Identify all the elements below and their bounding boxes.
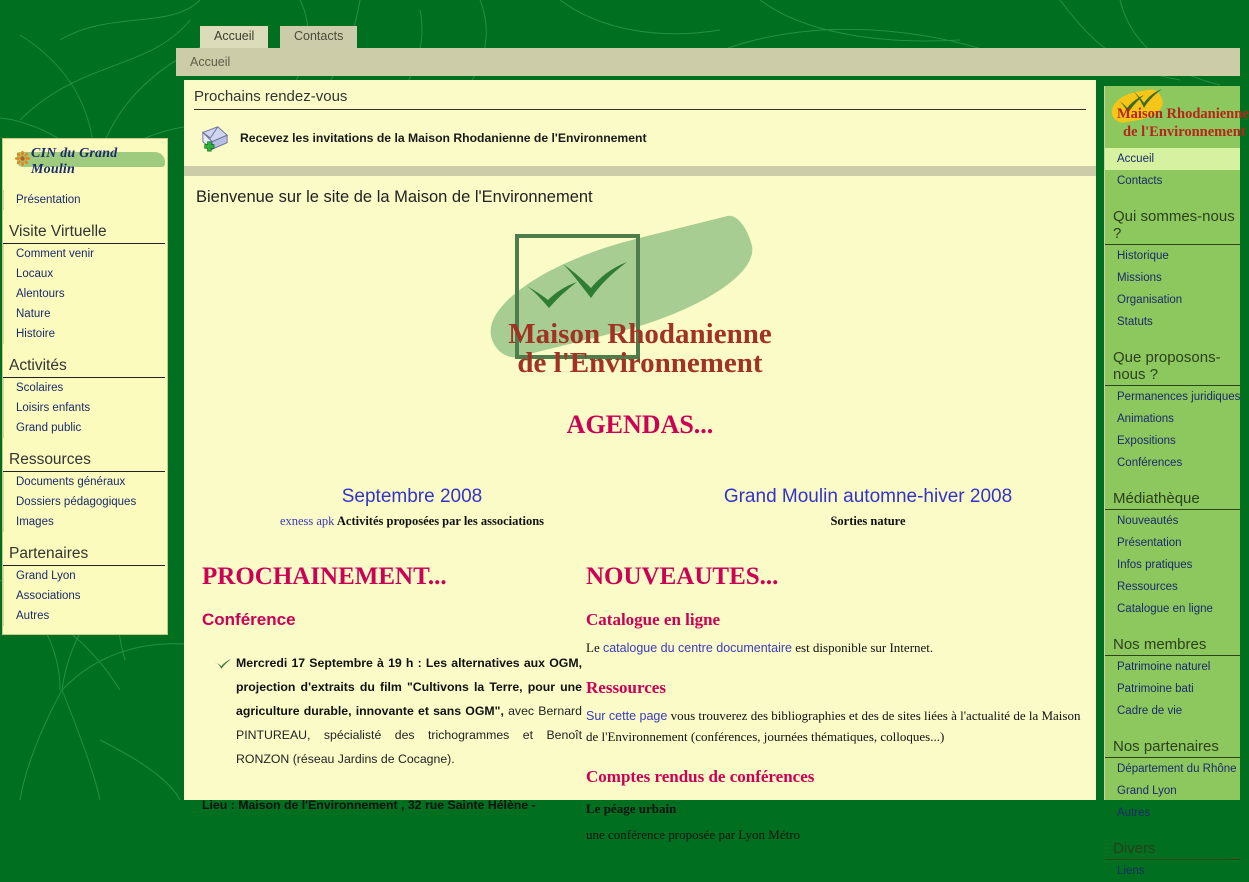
agenda-column-septembre xyxy=(184,486,640,529)
ressources-heading: Ressources xyxy=(586,677,666,697)
right-nav-historique[interactable]: Historique xyxy=(1117,250,1169,262)
logo-text-line1: Maison Rhodanienne xyxy=(508,318,772,350)
sidebar-section-visite-virtuelle: Visite Virtuelle xyxy=(3,220,165,244)
right-section-divers: Divers xyxy=(1105,838,1240,860)
flower-icon xyxy=(15,151,30,166)
sidebar-item-comment-venir[interactable]: Comment venir xyxy=(3,244,167,264)
nouveautes-title: NOUVEAUTES... xyxy=(586,563,779,590)
sidebar-item-locaux[interactable]: Locaux xyxy=(3,264,167,284)
prochains-rendez-vous-block xyxy=(184,80,1096,166)
breadcrumb-bar xyxy=(176,48,1240,76)
right-nav-patrimoine-naturel[interactable]: Patrimoine naturel xyxy=(1117,661,1211,673)
right-section-mediatheque: Médiathèque xyxy=(1105,488,1240,510)
conference-location: Lieu : Maison de l'Environnement , 32 rue Sainte Hélène - xyxy=(202,797,536,812)
tab-accueil[interactable]: Accueil xyxy=(200,26,268,48)
right-nav-cadre-de-vie[interactable]: Cadre de vie xyxy=(1117,705,1183,717)
conference-item xyxy=(202,652,582,772)
prochains-rendez-vous-title: Prochains rendez-vous xyxy=(194,88,1086,110)
prochainement-title: PROCHAINEMENT... xyxy=(202,563,447,590)
right-nav-departement-du-rhone[interactable]: Département du Rhône xyxy=(1117,763,1237,775)
logo-text-line2: de l'Environnement xyxy=(517,347,763,379)
catalogue-heading: Catalogue en ligne xyxy=(586,610,721,629)
right-nav-infos-pratiques[interactable]: Infos pratiques xyxy=(1117,559,1193,571)
agenda-columns xyxy=(184,486,1096,529)
right-nav-permanences-juridiques[interactable]: Permanences juridiques xyxy=(1117,391,1241,403)
bird-bullet-icon xyxy=(214,656,232,670)
sidebar-item-dossiers-pedagogiques[interactable]: Dossiers pédagogiques xyxy=(3,492,167,512)
agenda-sub-septembre xyxy=(184,514,640,529)
agenda-sub-grand-moulin: Sorties nature xyxy=(830,514,906,528)
right-section-nos-membres: Nos membres xyxy=(1105,634,1240,656)
mre-logo-line2: de l'Environnement xyxy=(1123,124,1246,140)
peage-urbain-text: une conférence proposée par Lyon Métro xyxy=(586,826,801,842)
sidebar-section-ressources: Ressources xyxy=(3,448,165,472)
peage-urbain-title: Le péage urbain xyxy=(586,800,677,816)
sidebar-item-grand-public[interactable]: Grand public xyxy=(3,418,167,438)
catalogue-pre: Le xyxy=(586,640,603,655)
sidebar-item-presentation[interactable]: Présentation xyxy=(3,190,167,210)
sidebar-item-scolaires[interactable]: Scolaires xyxy=(3,378,167,398)
sidebar-section-partenaires: Partenaires xyxy=(3,542,165,566)
welcome-heading: Bienvenue sur le site de la Maison de l'Environnement xyxy=(196,188,593,206)
catalogue-paragraph xyxy=(586,637,1088,659)
agenda-sub-text-septembre: Activités proposées par les associations xyxy=(336,514,545,528)
envelope-plus-icon xyxy=(200,124,230,152)
right-nav-statuts[interactable]: Statuts xyxy=(1117,316,1153,328)
invitation-row[interactable] xyxy=(194,110,1086,166)
content-columns xyxy=(184,563,1096,845)
sidebar-item-loisirs-enfants[interactable]: Loisirs enfants xyxy=(3,398,167,418)
right-nav-liens[interactable]: Liens xyxy=(1117,865,1145,877)
sur-cette-page-link[interactable]: Sur cette page xyxy=(586,708,668,723)
nouveautes-column xyxy=(582,563,1088,845)
cin-logo xyxy=(7,142,163,176)
right-nav-patrimoine-bati[interactable]: Patrimoine bati xyxy=(1117,683,1194,695)
exness-apk-link[interactable]: exness apk xyxy=(279,514,335,528)
right-section-qui-sommes-nous: Qui sommes-nous ? xyxy=(1105,206,1240,245)
agenda-column-grand-moulin xyxy=(640,486,1096,529)
right-nav-catalogue-en-ligne[interactable]: Catalogue en ligne xyxy=(1117,603,1213,615)
sidebar-item-images[interactable]: Images xyxy=(3,512,167,532)
right-nav-nouveautes[interactable]: Nouveautés xyxy=(1117,515,1179,527)
right-nav-contacts[interactable]: Contacts xyxy=(1117,175,1163,187)
birds-icon xyxy=(523,258,643,310)
breadcrumb: Accueil xyxy=(190,55,231,69)
catalogue-post: est disponible sur Internet. xyxy=(791,640,934,655)
right-section-nos-partenaires: Nos partenaires xyxy=(1105,736,1240,758)
conference-subheading: Conférence xyxy=(202,610,296,629)
sidebar-item-nature[interactable]: Nature xyxy=(3,304,167,324)
agendas-title: AGENDAS... xyxy=(566,410,714,439)
left-sidebar xyxy=(2,138,168,635)
ressources-post: vous trouverez des bibliographies et des de sites liées à l'actualité de la Maison de l'Environnement (conférences, journées thématiques, colloques...) xyxy=(586,707,1081,745)
agenda-heading-grand-moulin[interactable]: Grand Moulin automne-hiver 2008 xyxy=(723,486,1013,507)
right-nav-animations[interactable]: Animations xyxy=(1117,413,1174,425)
invitation-text: Recevez les invitations de la Maison Rhodanienne de l'Environnement xyxy=(240,131,647,145)
right-section-que-proposons-nous: Que proposons-nous ? xyxy=(1105,347,1240,386)
prochainement-column xyxy=(192,563,582,845)
right-nav-presentation[interactable]: Présentation xyxy=(1117,537,1182,549)
right-sidebar xyxy=(1104,86,1249,877)
cin-logo-text: CIN du Grand Moulin xyxy=(31,146,118,177)
right-nav-organisation[interactable]: Organisation xyxy=(1117,294,1183,306)
sidebar-item-associations[interactable]: Associations xyxy=(3,586,167,606)
sidebar-item-grand-lyon[interactable]: Grand Lyon xyxy=(3,566,167,586)
conference-text-rest: avec Bernard PINTUREAU, spécialisté des trichogrammes et Benoît RONZON (réseau Jardins de Cocagne). xyxy=(236,703,582,766)
mre-main-logo xyxy=(475,222,805,382)
right-nav-grand-lyon[interactable]: Grand Lyon xyxy=(1117,785,1177,797)
catalogue-link[interactable]: catalogue du centre documentaire xyxy=(602,641,792,655)
agenda-heading-septembre[interactable]: Septembre 2008 xyxy=(341,486,483,507)
main-tab-bar xyxy=(176,26,1240,48)
sidebar-item-documents-generaux[interactable]: Documents généraux xyxy=(3,472,167,492)
conference-text xyxy=(232,652,582,772)
main-content xyxy=(184,80,1096,842)
mre-logo-line1: Maison Rhodanienne xyxy=(1117,106,1249,122)
ressources-paragraph xyxy=(586,705,1088,748)
right-nav-missions[interactable]: Missions xyxy=(1117,272,1162,284)
sidebar-item-autres[interactable]: Autres xyxy=(3,606,167,626)
right-nav-autres[interactable]: Autres xyxy=(1117,807,1151,819)
conference-text-bold: Mercredi 17 Septembre à 19 h : Les alternatives aux OGM, projection d'extraits du film "Cultivons la Terre, pour une agriculture durable, innovante et sans OGM", xyxy=(236,656,582,718)
right-nav-conferences[interactable]: Conférences xyxy=(1117,457,1183,469)
right-nav-ressources[interactable]: Ressources xyxy=(1117,581,1178,593)
right-nav-expositions[interactable]: Expositions xyxy=(1117,435,1176,447)
sidebar-item-alentours[interactable]: Alentours xyxy=(3,284,167,304)
sidebar-item-histoire[interactable]: Histoire xyxy=(3,324,167,344)
tab-contacts[interactable]: Contacts xyxy=(280,26,357,48)
mre-sidebar-logo xyxy=(1105,86,1249,148)
comptes-rendus-heading: Comptes rendus de conférences xyxy=(586,766,815,786)
content-divider xyxy=(184,166,1096,176)
right-nav-accueil[interactable]: Accueil xyxy=(1105,148,1240,170)
sidebar-section-activites: Activités xyxy=(3,354,165,378)
